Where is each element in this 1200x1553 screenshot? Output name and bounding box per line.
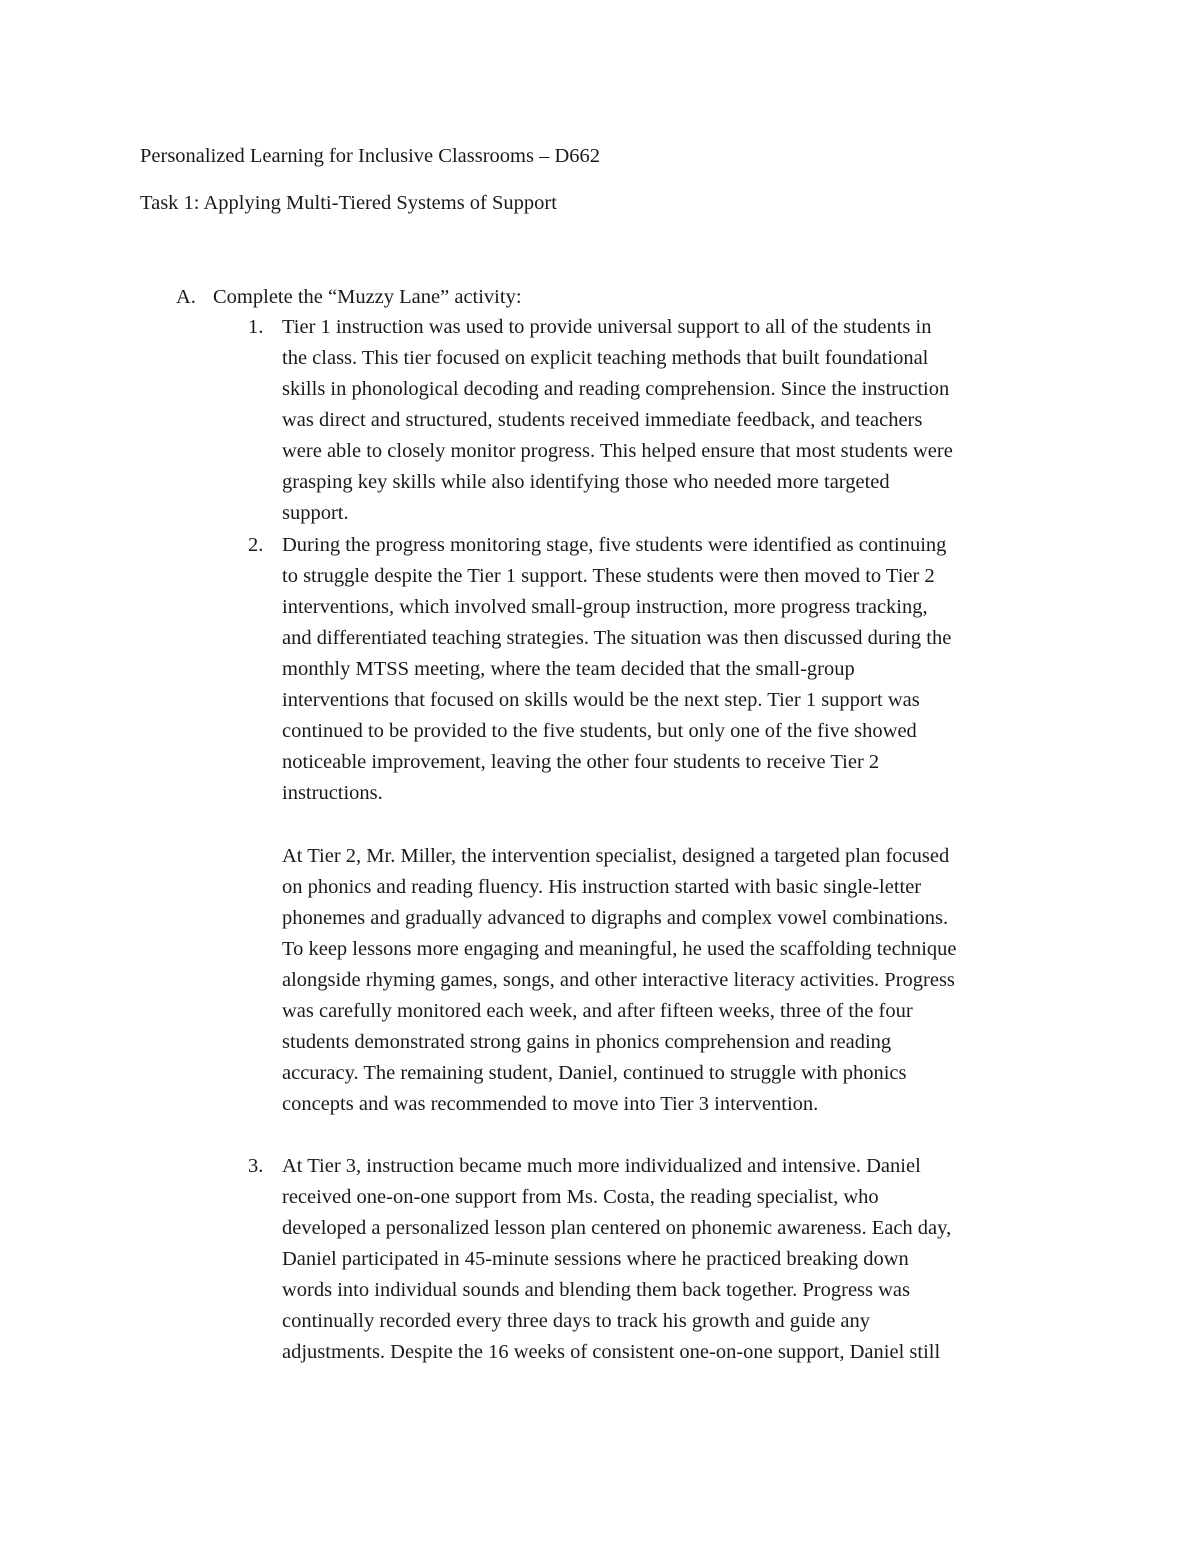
list-item-number: 2.	[248, 534, 264, 556]
paragraph-line: Daniel participated in 45-minute sessions where he practiced breaking down	[282, 1248, 909, 1270]
paragraph-line: grasping key skills while also identifying those who needed more targeted	[282, 471, 890, 493]
paragraph-line: alongside rhyming games, songs, and other interactive literacy activities. Progress	[282, 969, 955, 991]
list-item-2	[248, 530, 1068, 809]
paragraph-line: interventions that focused on skills would be the next step. Tier 1 support was	[282, 689, 920, 711]
paragraph-line: noticeable improvement, leaving the other four students to receive Tier 2	[282, 751, 880, 773]
paragraph-line: to struggle despite the Tier 1 support. These students were then moved to Tier 2	[282, 565, 935, 587]
paragraph-line: support.	[282, 502, 349, 524]
paragraph-line: the class. This tier focused on explicit teaching methods that built foundational	[282, 347, 929, 369]
paragraph-line: and differentiated teaching strategies. The situation was then discussed during the	[282, 627, 952, 649]
section-a-text: Complete the “Muzzy Lane” activity:	[213, 286, 522, 308]
paragraph-line: words into individual sounds and blending them back together. Progress was	[282, 1279, 911, 1301]
paragraph-line: received one-on-one support from Ms. Costa, the reading specialist, who	[282, 1186, 879, 1208]
paragraph-line: on phonics and reading fluency. His instruction started with basic single-letter	[282, 876, 922, 898]
paragraph-line: interventions, which involved small-group instruction, more progress tracking,	[282, 596, 928, 618]
paragraph-line: was direct and structured, students received immediate feedback, and teachers	[282, 409, 923, 431]
list-item-2-continuation	[248, 841, 1068, 1120]
paragraph-line: continued to be provided to the five students, but only one of the five showed	[282, 720, 917, 742]
paragraph-line: skills in phonological decoding and reading comprehension. Since the instruction	[282, 378, 950, 400]
section-a-marker: A.	[176, 286, 196, 308]
paragraph-line: phonemes and gradually advanced to digraphs and complex vowel combinations.	[282, 907, 949, 929]
paragraph-line: Tier 1 instruction was used to provide universal support to all of the students in	[282, 316, 932, 338]
paragraph-line: During the progress monitoring stage, five students were identified as continuing	[282, 534, 947, 556]
paragraph-line: To keep lessons more engaging and meaningful, he used the scaffolding technique	[282, 938, 957, 960]
task-title: Task 1: Applying Multi-Tiered Systems of Support	[140, 192, 557, 214]
list-item-3	[248, 1151, 1068, 1368]
list-item-1	[248, 312, 1068, 529]
paragraph-line: continually recorded every three days to track his growth and guide any	[282, 1310, 871, 1332]
paragraph-line: students demonstrated strong gains in phonics comprehension and reading	[282, 1031, 892, 1053]
paragraph-line: concepts and was recommended to move into Tier 3 intervention.	[282, 1093, 819, 1115]
document-title: Personalized Learning for Inclusive Classrooms – D662	[140, 145, 601, 167]
list-item-number: 3.	[248, 1155, 264, 1177]
paragraph-line: At Tier 2, Mr. Miller, the intervention specialist, designed a targeted plan focused	[282, 845, 950, 867]
paragraph-line: adjustments. Despite the 16 weeks of consistent one-on-one support, Daniel still	[282, 1341, 941, 1363]
list-item-number: 1.	[248, 316, 264, 338]
paragraph-line: accuracy. The remaining student, Daniel, continued to struggle with phonics	[282, 1062, 907, 1084]
paragraph-line: monthly MTSS meeting, where the team decided that the small-group	[282, 658, 855, 680]
paragraph-line: instructions.	[282, 782, 383, 804]
section-a-heading	[176, 282, 522, 313]
paragraph-line: developed a personalized lesson plan centered on phonemic awareness. Each day,	[282, 1217, 952, 1239]
paragraph-line: was carefully monitored each week, and after fifteen weeks, three of the four	[282, 1000, 913, 1022]
paragraph-line: were able to closely monitor progress. This helped ensure that most students were	[282, 440, 953, 462]
paragraph-line: At Tier 3, instruction became much more individualized and intensive. Daniel	[282, 1155, 921, 1177]
